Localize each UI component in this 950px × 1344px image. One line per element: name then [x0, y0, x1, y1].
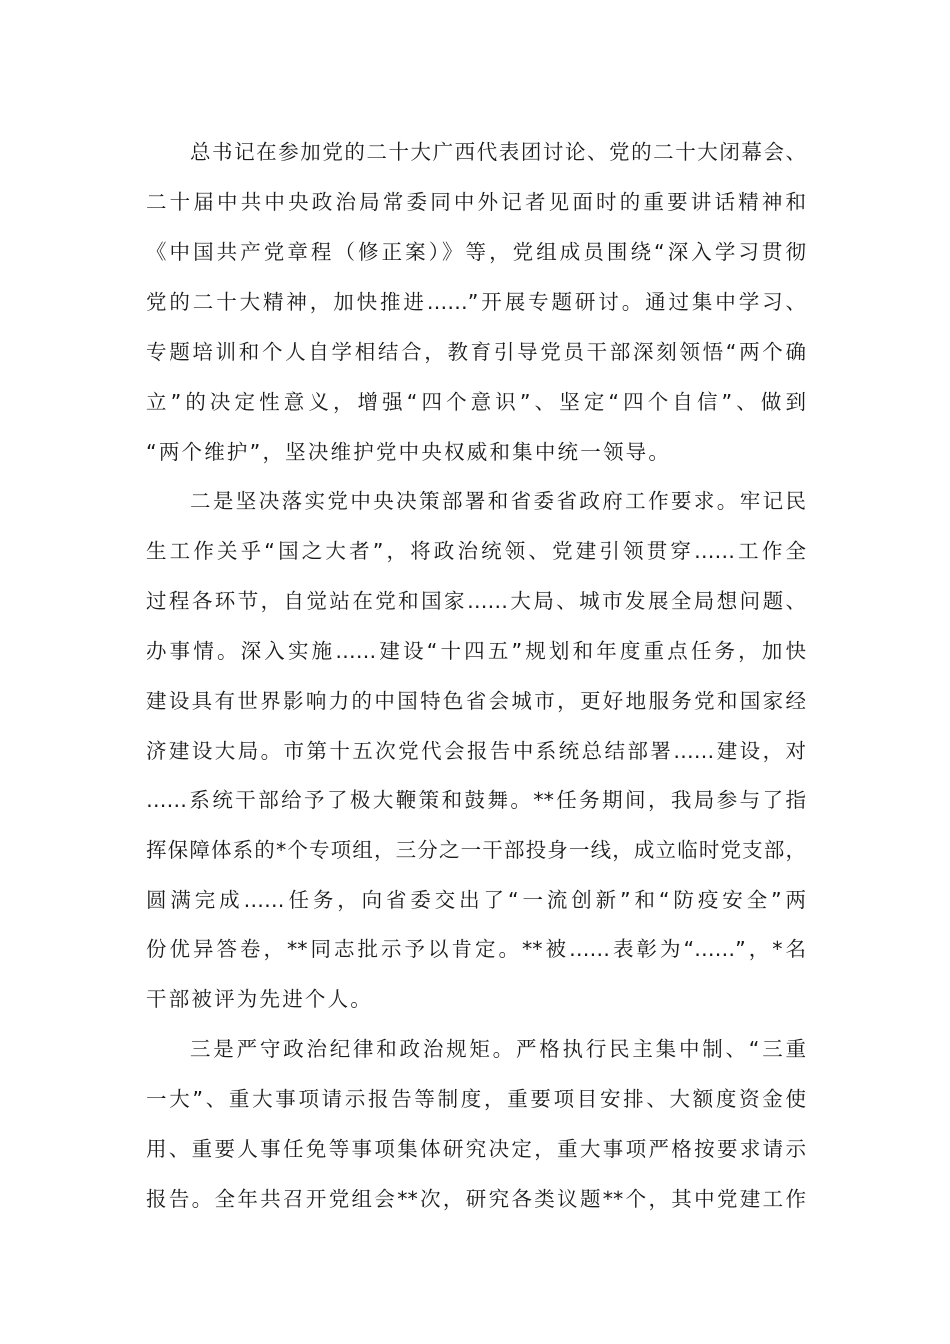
p1-line-3: 《中国共产党章程（修正案）》等，党组成员围绕“深入学习贯彻 [146, 240, 806, 264]
p1-line-7: “两个维护”，坚决维护党中央权威和集中统一领导。 [146, 440, 672, 464]
p2-line-4: 办事情。深入实施……建设“十四五”规划和年度重点任务，加快 [146, 639, 806, 663]
p2-line-2: 生工作关乎“国之大者”，将政治统领、党建引领贯穿……工作全 [146, 539, 806, 563]
p2-line-7: ……系统干部给予了极大鞭策和鼓舞。**任务期间，我局参与了指 [146, 788, 806, 812]
p3-line-2: 一大”、重大事项请示报告等制度，重要项目安排、大额度资金使 [146, 1087, 806, 1111]
p2-line-6: 济建设大局。市第十五次党代会报告中系统总结部署……建设，对 [146, 739, 806, 763]
p1-line-4: 党的二十大精神，加快推进……”开展专题研讨。通过集中学习、 [146, 290, 806, 314]
p1-line-2: 二十届中共中央政治局常委同中外记者见面时的重要讲话精神和 [146, 190, 806, 214]
p2-line-1: 二是坚决落实党中央决策部署和省委省政府工作要求。牢记民 [190, 489, 806, 513]
p2-line-5: 建设具有世界影响力的中国特色省会城市，更好地服务党和国家经 [146, 689, 806, 713]
p2-line-3: 过程各环节，自觉站在党和国家……大局、城市发展全局想问题、 [146, 589, 806, 613]
p3-line-4: 报告。全年共召开党组会**次，研究各类议题**个，其中党建工作 [146, 1187, 806, 1211]
p3-line-3: 用、重要人事任免等事项集体研究决定，重大事项严格按要求请示 [146, 1137, 806, 1161]
p1-line-1: 总书记在参加党的二十大广西代表团讨论、党的二十大闭幕会、 [190, 140, 806, 164]
p2-line-8: 挥保障体系的*个专项组，三分之一干部投身一线，成立临时党支部， [146, 838, 806, 862]
p1-line-6: 立”的决定性意义，增强“四个意识”、坚定“四个自信”、做到 [146, 390, 806, 414]
p2-line-10: 份优异答卷，**同志批示予以肯定。**被……表彰为“……”，*名 [146, 937, 806, 961]
p2-line-9: 圆满完成……任务，向省委交出了“一流创新”和“防疫安全”两 [146, 888, 806, 912]
p1-line-5: 专题培训和个人自学相结合，教育引导党员干部深刻领悟“两个确 [146, 340, 806, 364]
p2-line-11: 干部被评为先进个人。 [146, 987, 373, 1011]
p3-line-1: 三是严守政治纪律和政治规矩。严格执行民主集中制、“三重 [190, 1037, 806, 1061]
